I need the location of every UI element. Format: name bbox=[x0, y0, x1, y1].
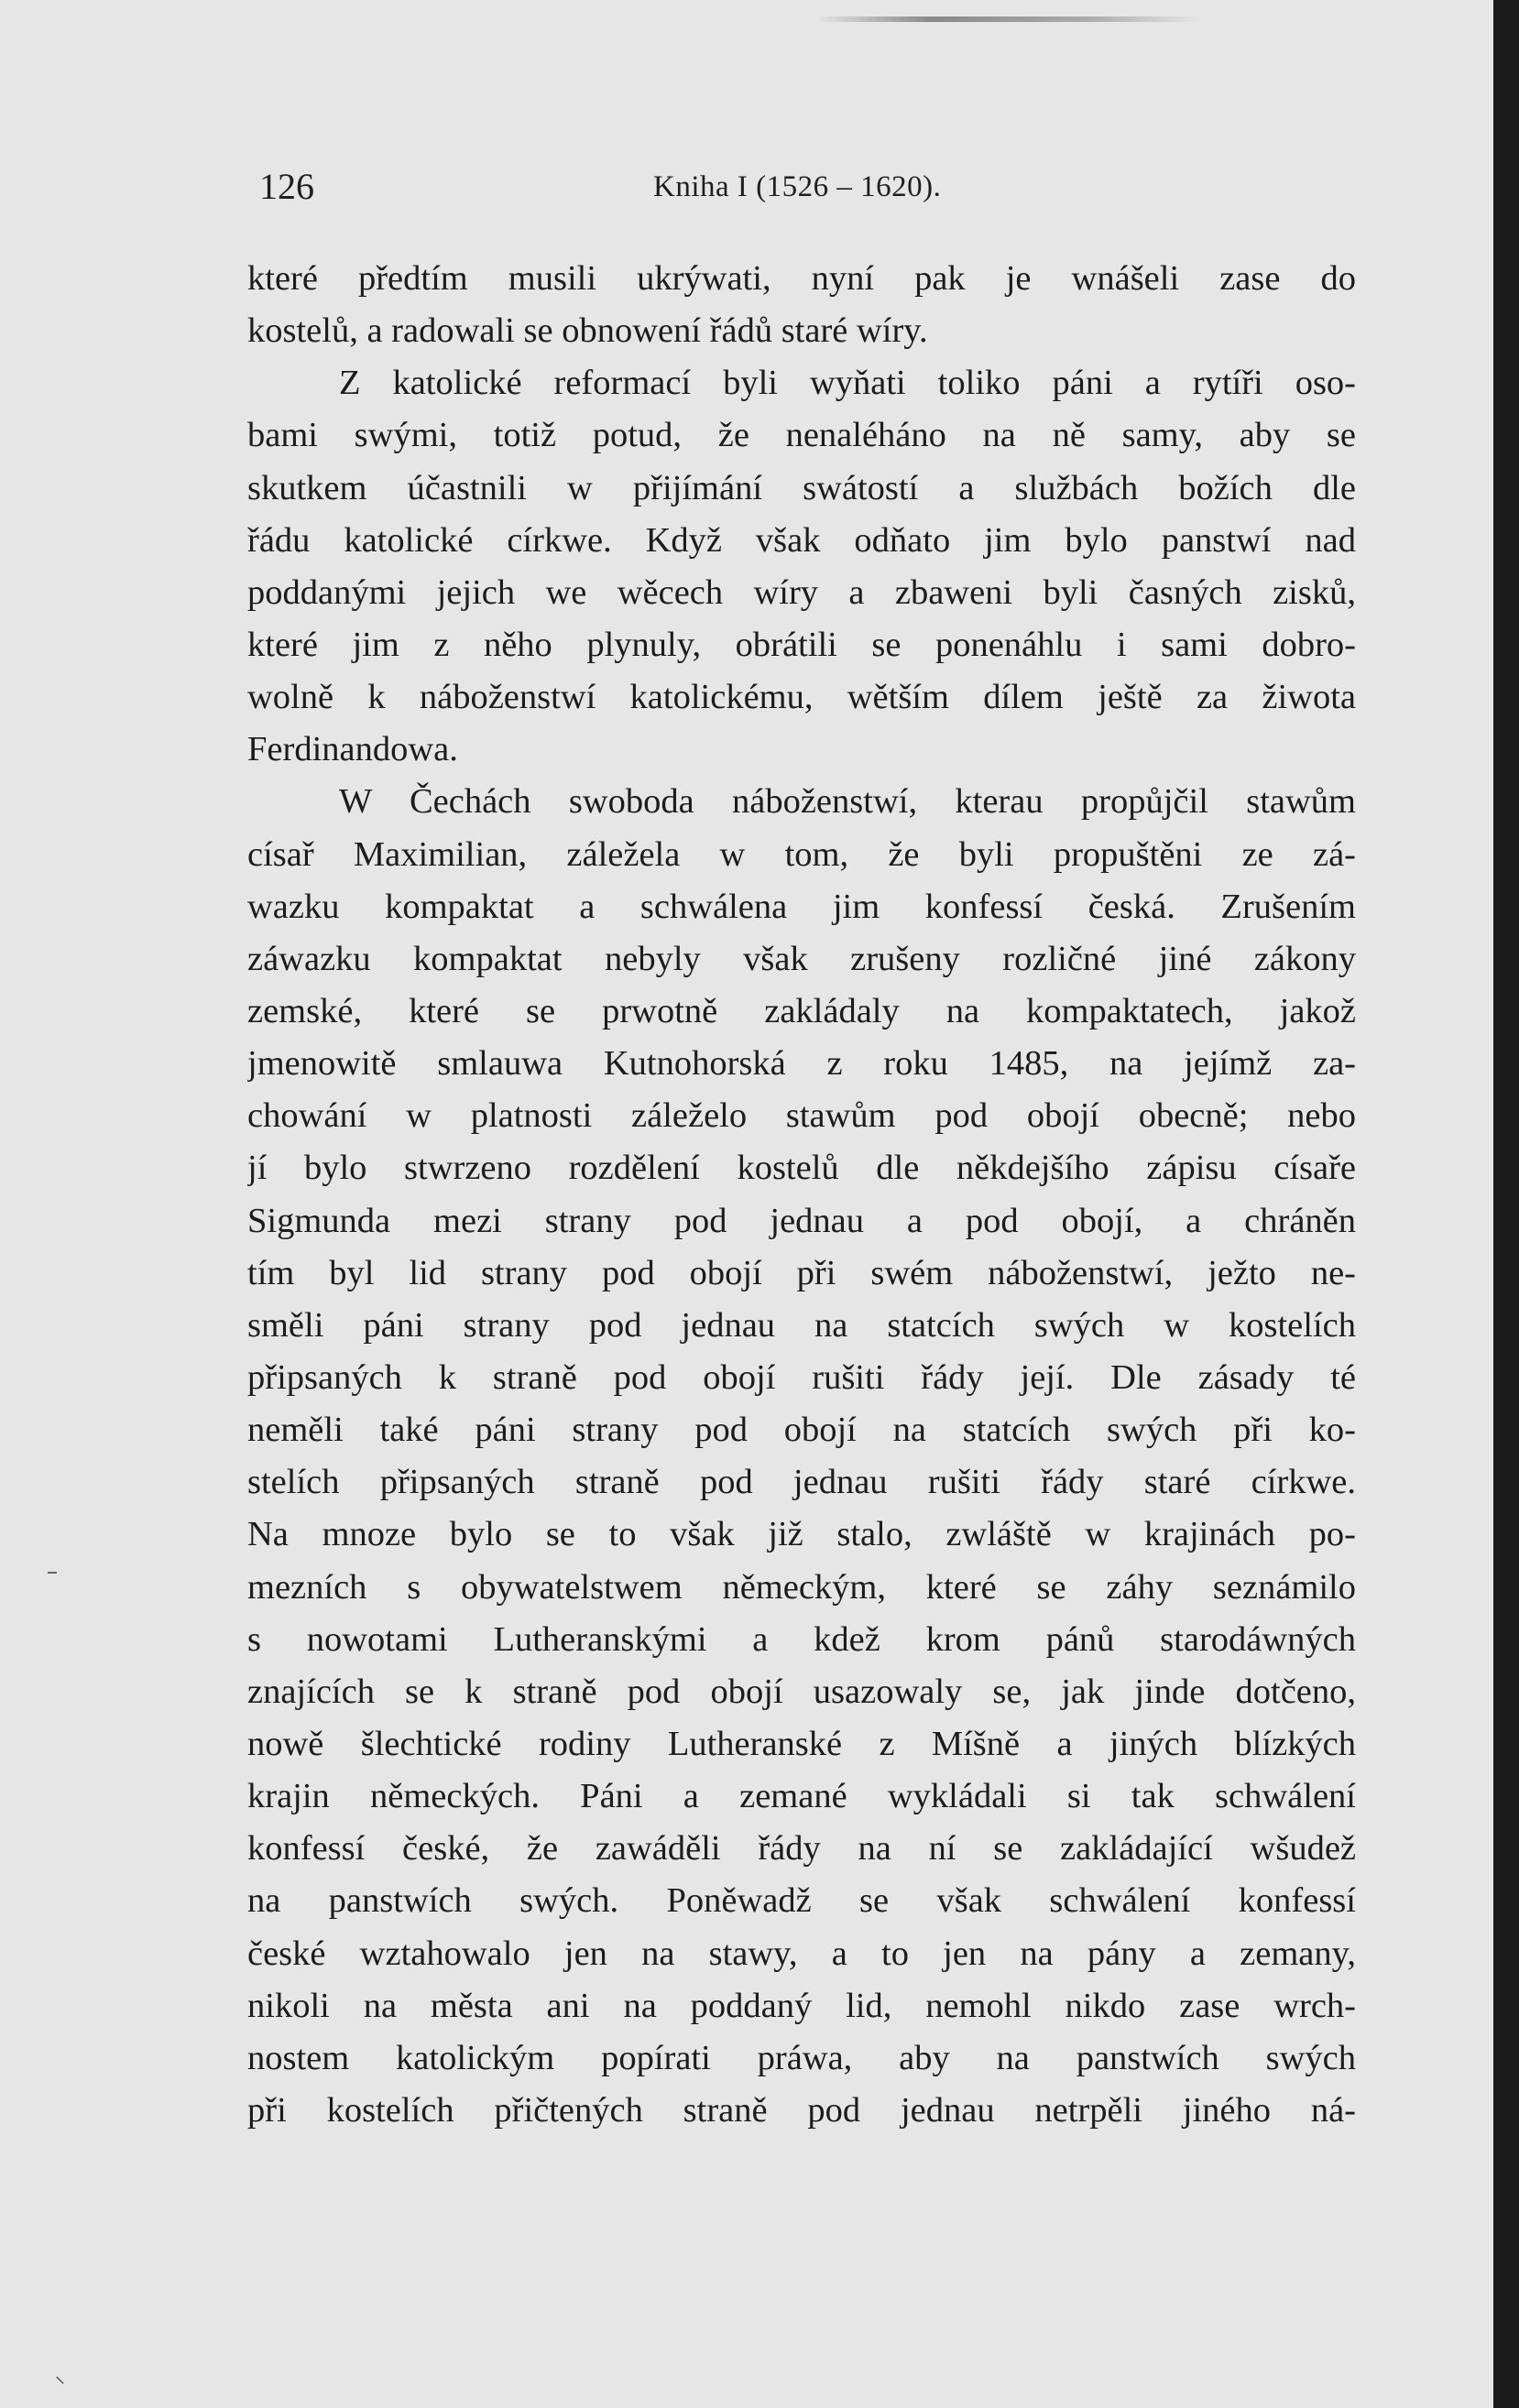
text-line: jí bylo stwrzeno rozdělení kostelů dle někdejšího zápisu císaře bbox=[247, 1149, 1356, 1188]
text-line: řádu katolické církwe. Když však odňato jim bylo panstwí nad bbox=[247, 520, 1356, 560]
text-line: české wztahowalo jen na stawy, a to jen na pány a zemany, bbox=[247, 1934, 1356, 1973]
text-line: nostem katolickým popírati práwa, aby na panstwích swých bbox=[247, 2038, 1356, 2077]
text-line: Na mnoze bylo se to však již stalo, zwláště w krajinách po- bbox=[247, 1515, 1356, 1554]
text-line: nowě šlechtické rodiny Lutheranské z Míšně a jiných blízkých bbox=[247, 1724, 1356, 1763]
text-line: neměli také páni strany pod obojí na statcích swých při ko- bbox=[247, 1411, 1356, 1450]
margin-mark bbox=[48, 1572, 57, 1574]
text-line: poddanými jejich we wěcech wíry a zbaweni byli časných zisků, bbox=[247, 572, 1356, 612]
page-header bbox=[259, 161, 978, 212]
text-line: stelích připsaných straně pod jednau rušiti řády staré církwe. bbox=[247, 1463, 1356, 1502]
text-line: které předtím musili ukrýwati, nyní pak je wnášeli zase do bbox=[247, 259, 1356, 298]
text-line: při kostelích přičtených straně pod jednau netrpěli jiného ná- bbox=[247, 2090, 1356, 2130]
scan-smudge bbox=[815, 16, 1200, 22]
corner-mark: ⸜ bbox=[55, 2364, 66, 2387]
text-line: bami swými, totiž potud, že nenaléháno na ně samy, aby se bbox=[247, 416, 1356, 455]
text-line: W Čechách swoboda náboženstwí, kterau propůjčil stawům bbox=[339, 782, 1356, 822]
text-line: Sigmunda mezi strany pod jednau a pod obojí, a chráněn bbox=[247, 1201, 1356, 1240]
text-line: císař Maximilian, záležela w tom, že byli propuštěni ze zá- bbox=[247, 834, 1356, 874]
text-line: směli páni strany pod jednau na statcích swých w kostelích bbox=[247, 1305, 1356, 1345]
text-line: nikoli na města ani na poddaný lid, nemohl nikdo zase wrch- bbox=[247, 1986, 1356, 2025]
text-line: Ferdinandowa. bbox=[247, 730, 458, 769]
text-line: wazku kompaktat a schwálena jim konfessí česká. Zrušením bbox=[247, 887, 1356, 926]
running-head: Kniha I (1526 – 1620). bbox=[653, 170, 942, 203]
scan-border bbox=[1493, 0, 1519, 2408]
text-line: tím byl lid strany pod obojí při swém náboženstwí, ježto ne- bbox=[247, 1253, 1356, 1292]
text-line: mezních s obywatelstwem německým, které se záhy seznámilo bbox=[247, 1567, 1356, 1607]
text-line: s nowotami Lutheranskými a kdež krom pánů starodáwných bbox=[247, 1619, 1356, 1659]
text-line: konfessí české, že zawáděli řády na ní se zakládající wšudež bbox=[247, 1829, 1356, 1869]
text-line: chowání w platnosti záleželo stawům pod obojí obecně; nebo bbox=[247, 1096, 1356, 1136]
text-line: krajin německých. Páni a zemané wykládali si tak schwálení bbox=[247, 1777, 1356, 1816]
body-text bbox=[247, 253, 1356, 2137]
text-line: skutkem účastnili w přijímání swátostí a službách božích dle bbox=[247, 468, 1356, 507]
text-line: kostelů, a radowali se obnowení řádů staré wíry. bbox=[247, 311, 928, 351]
text-line: jmenowitě smlauwa Kutnohorská z roku 1485, na jejímž za- bbox=[247, 1044, 1356, 1084]
text-line: na panstwích swých. Poněwadž se však schwálení konfessí bbox=[247, 1881, 1356, 1921]
text-line: které jim z něho plynuly, obrátili se ponenáhlu i sami dobro- bbox=[247, 625, 1356, 664]
text-line: wolně k náboženstwí katolickému, wětším dílem ještě za žiwota bbox=[247, 678, 1356, 717]
text-line: záwazku kompaktat nebyly však zrušeny rozličné jiné zákony bbox=[247, 939, 1356, 978]
page-number: 126 bbox=[259, 166, 314, 207]
text-line: zemské, které se prwotně zakládaly na kompaktatech, jakož bbox=[247, 991, 1356, 1030]
text-line: znajících se k straně pod obojí usazowaly se, jak jinde dotčeno, bbox=[247, 1672, 1356, 1711]
text-line: připsaných k straně pod obojí rušiti řády její. Dle zásady té bbox=[247, 1357, 1356, 1397]
text-line: Z katolické reformací byli wyňati toliko páni a rytíři oso- bbox=[339, 364, 1356, 403]
